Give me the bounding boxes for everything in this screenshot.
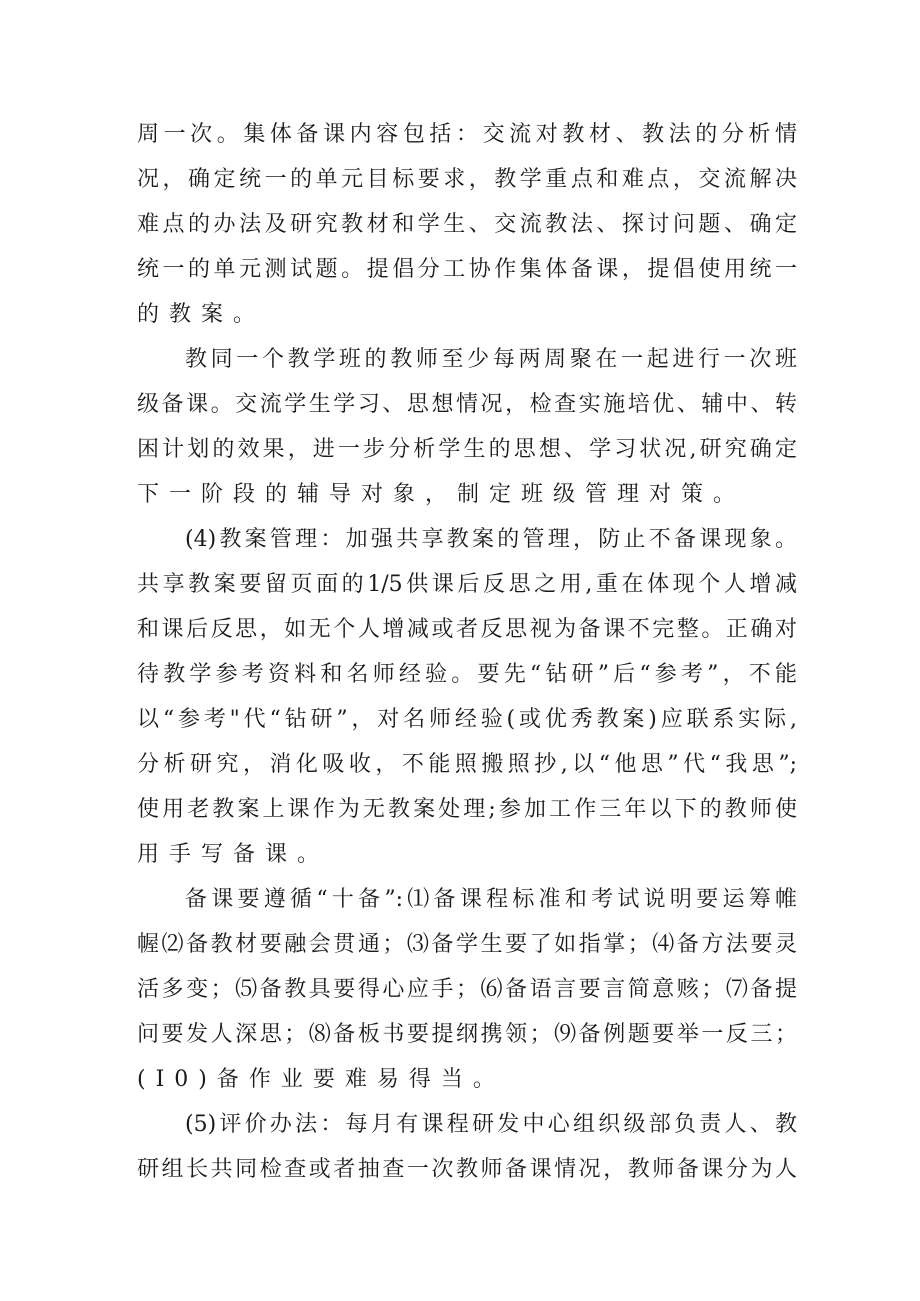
- text-line: 问要发人深思；⑻备板书要提纲携领；⑼备例题要举一反三；: [137, 1022, 797, 1047]
- text-line: (5)评价办法：每月有课程研发中心组织级部负责人、教: [185, 1112, 797, 1137]
- text-line: 以“参考"代“钻研”，对名师经验(或优秀教案)应联系实际,: [137, 707, 797, 732]
- text-line: 待教学参考资料和名师经验。要先“钻研”后“参考”，不能: [137, 662, 797, 687]
- text-line: 教同一个教学班的教师至少每两周聚在一起进行一次班: [185, 347, 797, 372]
- paragraph: [137, 1102, 797, 1192]
- text-line: 共享教案要留页面的1/5供课后反思之用,重在体现个人增减: [137, 572, 797, 597]
- text-line: 用手写备课。: [137, 842, 330, 867]
- paragraph: [137, 112, 797, 337]
- paragraph: [137, 877, 797, 1102]
- text-line: (4)教案管理：加强共享教案的管理，防止不备课现象。: [185, 527, 797, 552]
- document-page: [137, 112, 797, 1192]
- text-line: 下一阶段的辅导对象，制定班级管理对策。: [137, 482, 746, 507]
- text-line: 级备课。交流学生学习、思想情况，检查实施培优、辅中、转: [137, 392, 797, 417]
- text-line: 和课后反思，如无个人增减或者反思视为备课不完整。正确对: [137, 617, 797, 642]
- paragraph: [137, 337, 797, 517]
- text-line: 的教案。: [137, 302, 266, 327]
- text-line: 使用老教案上课作为无教案处理;参加工作三年以下的教师使: [137, 797, 797, 822]
- text-line: 活多变；⑸备教具要得心应手；⑹备语言要言简意赅；⑺备提: [137, 977, 797, 1002]
- text-line: 周一次。集体备课内容包括：交流对教材、教法的分析情: [137, 122, 797, 147]
- text-line: (I0)备作业要难易得当。: [137, 1067, 505, 1092]
- paragraph: [137, 517, 797, 877]
- text-line: 研组长共同检查或者抽查一次教师备课情况，教师备课分为人: [137, 1157, 797, 1182]
- text-line: 统一的单元测试题。提倡分工协作集体备课，提倡使用统一: [137, 257, 797, 282]
- text-line: 幄⑵备教材要融会贯通；⑶备学生要了如指掌；⑷备方法要灵: [137, 932, 797, 957]
- text-line: 况，确定统一的单元目标要求，教学重点和难点，交流解决: [137, 167, 797, 192]
- text-line: 分析研究，消化吸收，不能照搬照抄,以“他思”代“我思”;: [137, 752, 797, 777]
- text-line: 难点的办法及研究教材和学生、交流教法、探讨问题、确定: [137, 212, 797, 237]
- text-line: 困计划的效果，进一步分析学生的思想、学习状况,研究确定: [137, 437, 797, 462]
- text-line: 备课要遵循“十备”:⑴备课程标准和考试说明要运筹帷: [185, 887, 797, 912]
